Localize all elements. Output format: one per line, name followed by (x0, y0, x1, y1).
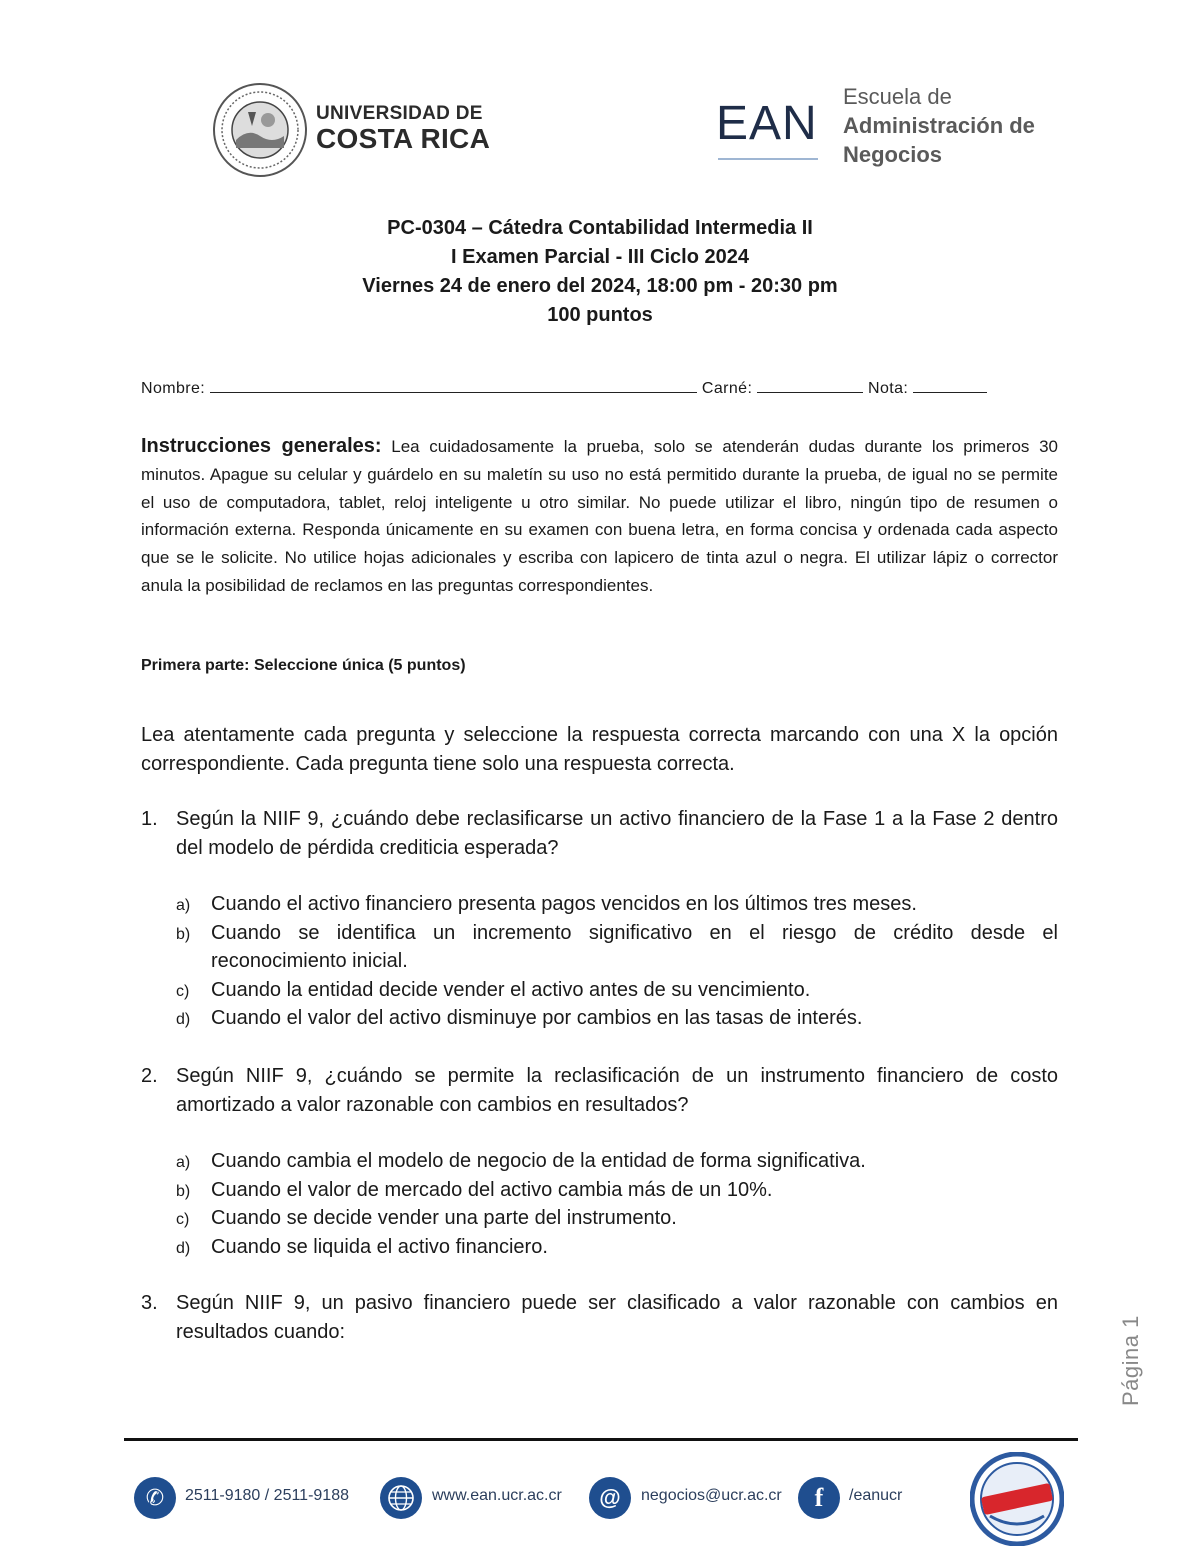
ucr-seal-logo (212, 82, 308, 178)
instructions-text: Lea cuidadosamente la prueba, solo se atenderán dudas durante los primeros 30 minutos. Apague su celular y guárdelo en su maletín su uso no está permitido durante la prueba, de igual no se permite el uso de computadora, tablet, reloj inteligente u otro similar. No puede utilizar el libro, ningún tipo de resumen o información externa. Responda únicamente en su examen con buena letra, en forma concisa y ordenada cada aspecto que se le solicite. No utilice hojas adicionales y escriba con lapicero de tinta azul o negra. El utilizar lápiz o corrector anula la posibilidad de reclamos en las preguntas correspondientes. (141, 437, 1058, 595)
student-fields (141, 376, 987, 398)
question-1-options (176, 890, 1058, 1033)
option-letter: c) (176, 1211, 190, 1228)
name-field[interactable] (210, 376, 697, 393)
option-d[interactable] (176, 1233, 1058, 1262)
question-3 (141, 1289, 1058, 1347)
facebook-icon: f (798, 1477, 840, 1519)
ucr-line1: UNIVERSIDAD DE (316, 103, 483, 124)
option-letter: a) (176, 1154, 191, 1171)
option-text: Cuando el valor de mercado del activo cambia más de un 10%. (211, 1178, 773, 1201)
option-b[interactable] (176, 1176, 1058, 1205)
general-instructions (141, 433, 1058, 600)
name-label: Nombre: (141, 380, 206, 397)
school-line3: Negocios (843, 142, 943, 167)
option-text: Cuando cambia el modelo de negocio de la entidad de forma significativa. (211, 1150, 866, 1172)
school-name (843, 82, 1035, 169)
footer-email: negocios@ucr.ac.cr (641, 1487, 782, 1504)
option-letter: c) (176, 982, 190, 1000)
exam-title (0, 214, 1200, 330)
course-title: PC-0304 – Cátedra Contabilidad Intermedia II (387, 217, 813, 239)
exam-date: Viernes 24 de enero del 2024, 18:00 pm - 20:30 pm (362, 275, 838, 297)
footer-phone: 2511-9180 / 2511-9188 (185, 1487, 349, 1504)
question-text: Según la NIIF 9, ¿cuándo debe reclasificarse un activo financiero de la Fase 1 a la Fase 2 dentro del modelo de pérdida crediticia esperada? (176, 808, 1058, 859)
question-number: 3. (141, 1292, 158, 1314)
question-text: Según NIIF 9, ¿cuándo se permite la reclasificación de un instrumento financiero de costo amortizado a valor razonable con cambios en resultados? (176, 1065, 1058, 1116)
option-text: Cuando se liquida el activo financiero. (211, 1235, 548, 1258)
option-text: Cuando la entidad decide vender el activo antes de su vencimiento. (211, 978, 811, 1001)
option-text: Cuando se decide vender una parte del instrumento. (211, 1207, 677, 1229)
option-letter: b) (176, 925, 191, 943)
option-text: Cuando se identifica un incremento significativo en el riesgo de crédito desde el reconocimiento inicial. (211, 921, 1058, 972)
accreditation-seal (970, 1452, 1064, 1546)
question-number: 1. (141, 808, 158, 830)
option-letter: b) (176, 1182, 191, 1200)
ucr-wordmark (316, 104, 490, 153)
option-letter: d) (176, 1239, 191, 1257)
page-number-label: Página 1 (1118, 1315, 1143, 1406)
carne-label: Carné: (701, 380, 753, 397)
phone-icon: ✆ (134, 1477, 176, 1519)
page-number (1118, 1310, 1142, 1406)
option-c[interactable] (176, 976, 1058, 1005)
option-d[interactable] (176, 1004, 1058, 1033)
globe-icon (380, 1477, 422, 1519)
ucr-line2: COSTA RICA (316, 123, 491, 154)
option-a[interactable] (176, 1147, 1058, 1176)
option-letter: d) (176, 1011, 191, 1028)
question-2 (141, 1062, 1058, 1120)
option-a[interactable] (176, 890, 1058, 919)
ean-underline (718, 158, 818, 160)
nota-field[interactable] (913, 376, 987, 393)
ean-logo (716, 97, 818, 150)
instructions-lead: Instrucciones generales: (141, 435, 382, 457)
exam-name: I Examen Parcial - III Ciclo 2024 (451, 246, 749, 268)
option-b[interactable] (176, 919, 1058, 976)
question-number: 2. (141, 1065, 158, 1087)
at-icon: @ (589, 1477, 631, 1519)
option-text: Cuando el valor del activo disminuye por cambios en las tasas de interés. (211, 1007, 863, 1029)
school-line2: Administración de (843, 113, 1035, 138)
exam-points: 100 puntos (547, 304, 653, 326)
carne-field[interactable] (757, 376, 863, 393)
option-letter: a) (176, 897, 191, 914)
footer-web: www.ean.ucr.ac.cr (432, 1487, 562, 1504)
nota-label: Nota: (868, 380, 909, 397)
school-line1: Escuela de (843, 84, 952, 109)
option-text: Cuando el activo financiero presenta pagos vencidos en los últimos tres meses. (211, 893, 917, 915)
ean-wordmark: EAN (716, 97, 818, 150)
question-1 (141, 805, 1058, 863)
question-text: Según NIIF 9, un pasivo financiero puede ser clasificado a valor razonable con cambios en resultados cuando: (176, 1292, 1058, 1343)
footer-rule (124, 1438, 1078, 1441)
option-c[interactable] (176, 1204, 1058, 1233)
footer-facebook: /eanucr (849, 1487, 903, 1504)
part-heading: Primera parte: Seleccione única (5 puntos) (141, 657, 466, 674)
part-intro: Lea atentamente cada pregunta y seleccione la respuesta correcta marcando con una X la opción correspondiente. Cada pregunta tiene solo una respuesta correcta. (141, 724, 1058, 775)
question-2-options (176, 1147, 1058, 1261)
